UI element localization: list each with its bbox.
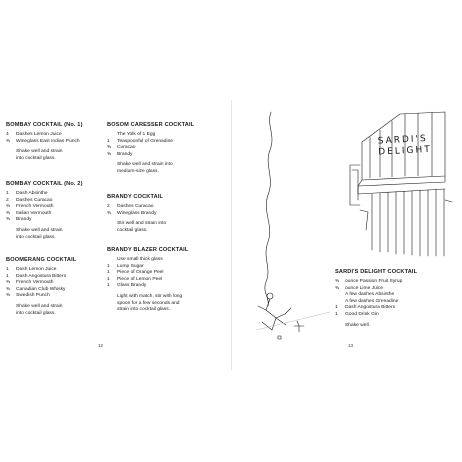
floor-line bbox=[256, 312, 330, 330]
ingredient-text: Teaspoonful of Grenadine bbox=[117, 138, 174, 144]
ingredient-quantity: 1 bbox=[6, 267, 9, 272]
ingredient-text: French Vermouth bbox=[16, 204, 54, 210]
ingredient-text: Dashes Curacao bbox=[16, 197, 53, 203]
ingredient-quantity: ⅜ bbox=[335, 279, 340, 284]
ingredient-text: A few dashes Absinthe bbox=[345, 292, 395, 298]
recipe-title: SARDI'S DELIGHT COCKTAIL bbox=[335, 269, 418, 275]
sign-lettering: SARDI'S DELIGHT bbox=[377, 133, 433, 158]
ingredient-text: French Vermouth bbox=[16, 280, 54, 286]
ingredient-text: ounce Lime Juice bbox=[345, 285, 384, 291]
ingredient-quantity: ⅜ bbox=[107, 210, 112, 216]
ingredient-text: Dashes Lemon Juice bbox=[16, 132, 62, 137]
small-figure bbox=[258, 293, 304, 339]
ingredient-text: Lump Sugar bbox=[117, 263, 144, 269]
wavy-line bbox=[265, 112, 272, 306]
ingredient-quantity: 1 bbox=[335, 311, 338, 317]
ingredient-quantity: 2 bbox=[6, 197, 9, 203]
ingredient-text: ounce Passion Fruit Syrup bbox=[345, 279, 403, 284]
page-number-left: 12 bbox=[98, 343, 104, 348]
ingredient-quantity: ⅜ bbox=[335, 285, 340, 291]
ingredient-quantity: 4 bbox=[6, 132, 9, 137]
recipe-title: BOMBAY COCKTAIL (No. 1) bbox=[6, 122, 83, 128]
recipe-title: BRANDY BLAZER COCKTAIL bbox=[107, 247, 189, 253]
ingredient-text: The Yolk of 1 Egg bbox=[117, 132, 156, 137]
ingredient-quantity: 1 bbox=[335, 305, 338, 311]
ingredient-text: Italian Vermouth bbox=[16, 210, 52, 216]
ingredient-text: Dash Absinthe bbox=[16, 191, 48, 196]
recipe-instructions: Shake well and strain into cocktail glass. bbox=[16, 149, 63, 161]
ingredient-quantity: ⅜ bbox=[6, 286, 11, 292]
recipe-instructions: Shake well. bbox=[345, 322, 371, 328]
page-number-right: 13 bbox=[348, 343, 354, 348]
ingredient-quantity: 2 bbox=[107, 204, 110, 209]
ingredient-text: Use small thick glass bbox=[117, 257, 163, 262]
ingredient-quantity: 1 bbox=[107, 283, 110, 289]
recipe-instructions: Shake well and strain into cocktail glass. bbox=[16, 227, 63, 240]
ingredient-quantity: ⅜ bbox=[107, 145, 112, 151]
ingredient-quantity: 1 bbox=[6, 273, 9, 279]
ingredient-quantity: ⅜ bbox=[6, 138, 11, 144]
ingredient-text: Dash Angostura Bitters bbox=[16, 273, 67, 279]
ingredient-quantity: 1 bbox=[6, 191, 9, 196]
ingredient-text: Brandy bbox=[117, 151, 133, 157]
recipe-title: BRANDY COCKTAIL bbox=[107, 194, 164, 200]
ingredient-quantity: ⅜ bbox=[6, 210, 11, 216]
ingredient-text: Dash Angostura Bitters bbox=[345, 305, 396, 311]
ingredient-text: Piece of Lemon Peel bbox=[117, 276, 163, 282]
ingredient-text: Piece of Orange Peel bbox=[117, 270, 164, 276]
ingredient-quantity: ⅜ bbox=[6, 217, 11, 223]
recipe-instructions: Shake well and strain into medium-size glass. bbox=[117, 162, 173, 174]
ingredient-text: A few dashes Grenadine bbox=[345, 298, 399, 304]
recipe-instructions: Shake well and strain into cocktail glass. bbox=[16, 303, 63, 316]
ingredient-quantity: 1 bbox=[107, 138, 110, 144]
ingredient-text: Wineglass East Indian Punch bbox=[16, 138, 80, 144]
ingredient-text: Swedish Punch bbox=[16, 293, 50, 299]
ingredient-quantity: 1 bbox=[107, 270, 110, 276]
recipe-title: BOSOM CARESSER COCKTAIL bbox=[107, 122, 195, 128]
ingredient-text: Dashes Curacao bbox=[117, 204, 154, 209]
ingredient-quantity: 1 bbox=[107, 263, 110, 269]
ingredient-text: Glass Brandy bbox=[117, 283, 147, 289]
recipe-instructions: Light with match, stir with long spoon for a few seconds and strain into cocktail glass. bbox=[117, 293, 183, 313]
recipe-title: BOMBAY COCKTAIL (No. 2) bbox=[6, 181, 83, 187]
ingredient-text: Good Drink Gin bbox=[345, 311, 379, 317]
ingredient-text: Curacao bbox=[117, 145, 136, 151]
recipe-title: BOOMERANG COCKTAIL bbox=[6, 257, 77, 263]
ingredient-quantity: ⅜ bbox=[6, 293, 11, 299]
ingredient-quantity: ⅜ bbox=[6, 280, 11, 286]
recipe-instructions: Stir well and strain into cocktail glass. bbox=[117, 221, 167, 233]
ingredient-text: Dash Lemon Juice bbox=[16, 267, 57, 272]
ingredient-text: Canadian Club Whisky bbox=[16, 286, 66, 292]
ingredient-text: Wineglass Brandy bbox=[117, 210, 157, 216]
ingredient-quantity: 1 bbox=[107, 276, 110, 282]
ingredient-text: Brandy bbox=[16, 217, 32, 223]
ingredient-quantity: ⅜ bbox=[6, 204, 11, 210]
ingredient-quantity: ⅜ bbox=[107, 151, 112, 157]
